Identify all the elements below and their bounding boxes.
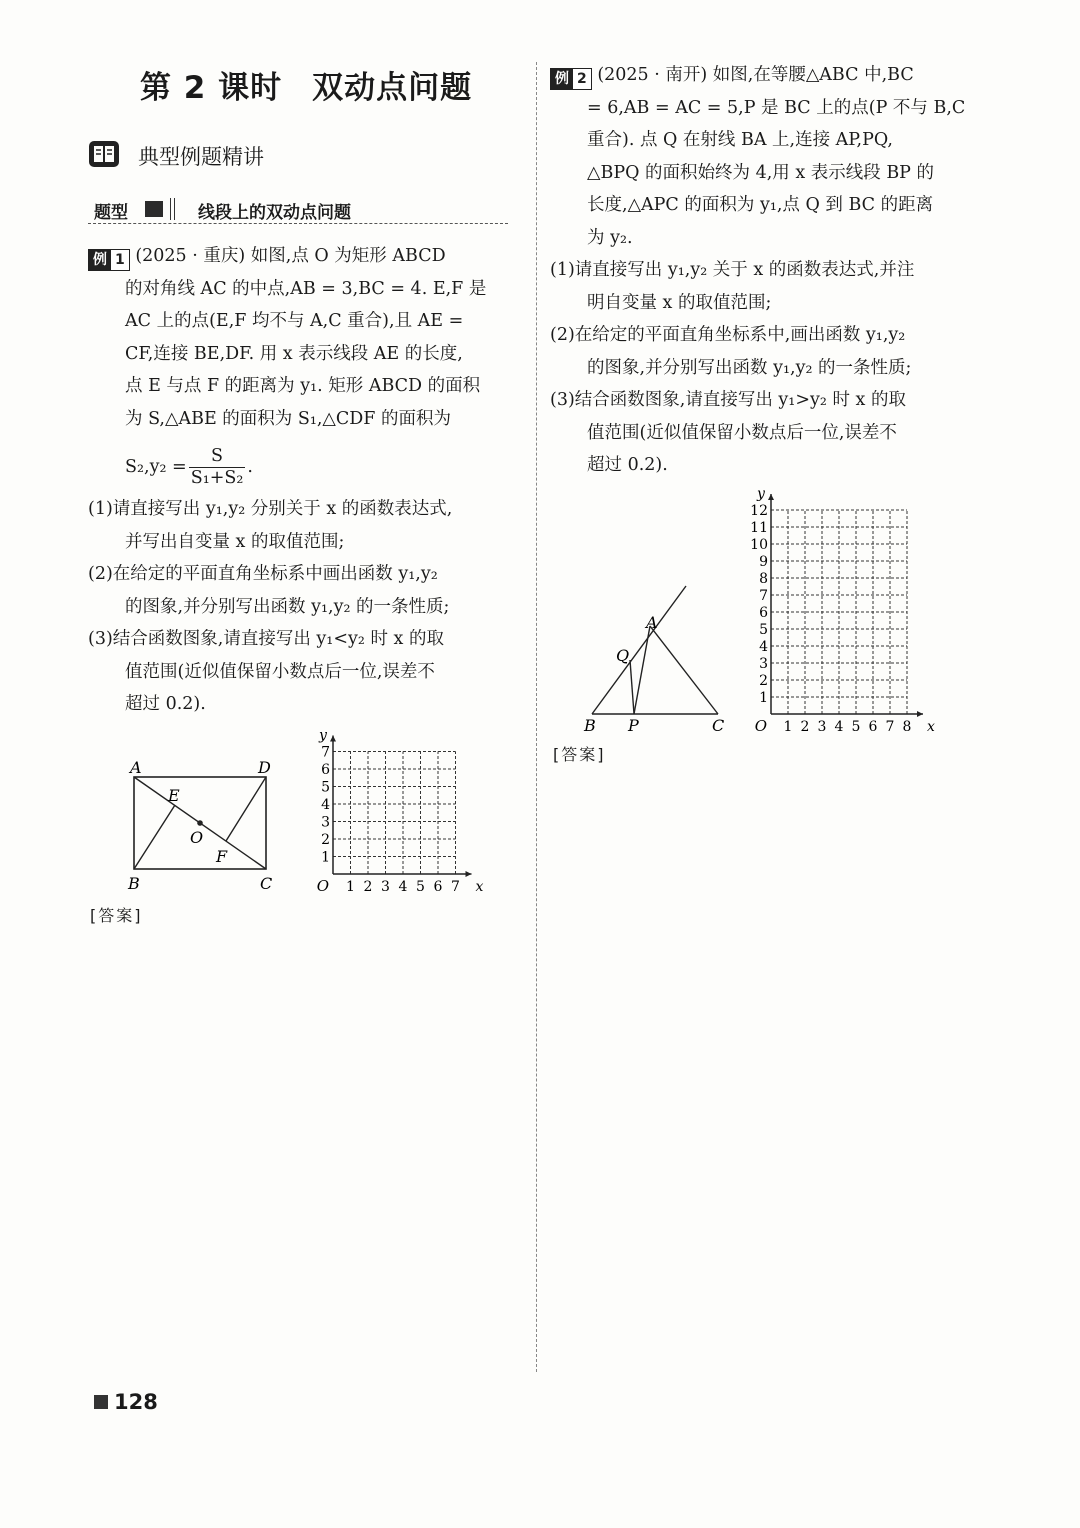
label-B: B (584, 716, 596, 735)
label-A: A (130, 758, 142, 777)
y-axis-label: y (319, 727, 327, 744)
y-tick-label: 1 (759, 690, 768, 706)
example-2-line: 为 y₂. (587, 227, 633, 248)
example-1-line: AC 上的点(E,F 均不与 A,C 重合),且 AE = (125, 311, 464, 331)
triangle-figure (578, 580, 738, 740)
example-1-line: CF,连接 BE,DF. 用 x 表示线段 AE 的长度, (125, 343, 463, 364)
column-divider (536, 62, 537, 1372)
coordinate-grid-1 (305, 722, 485, 897)
label-A: A (646, 613, 658, 632)
x-tick-label: 2 (800, 719, 810, 735)
y-tick-label: 4 (759, 639, 768, 655)
x-tick-label: 5 (416, 879, 425, 895)
x-tick-label: 4 (834, 719, 844, 735)
type-separator (170, 198, 175, 220)
rectangle-figure (120, 755, 290, 895)
y-tick-label: 11 (750, 520, 768, 536)
y-tick-label: 3 (759, 656, 768, 672)
y-axis-label: y (757, 486, 765, 502)
x-tick-label: 8 (902, 719, 912, 735)
example-2-q2: (2)在给定的平面直角坐标系中,画出函数 y₁,y₂ (550, 325, 906, 345)
x-tick-label: 1 (783, 719, 793, 735)
label-C: C (712, 716, 725, 735)
book-icon (88, 138, 120, 170)
label-P: P (628, 716, 639, 735)
example-2-line: 长度,△APC 的面积为 y₁,点 Q 到 BC 的距离 (587, 195, 934, 215)
y-tick-label: 6 (321, 762, 330, 778)
x-tick-label: 3 (381, 879, 390, 895)
y-tick-label: 2 (321, 832, 330, 848)
example-1-q3-cont: 超过 0.2). (125, 694, 206, 714)
example-1-q1: (1)请直接写出 y₁,y₂ 分别关于 x 的函数表达式, (88, 499, 453, 519)
label-C: C (260, 874, 273, 893)
example-1-q2-cont: 的图象,并分别写出函数 y₁,y₂ 的一条性质; (125, 596, 450, 617)
y-tick-label: 9 (759, 554, 768, 570)
example-2-line: 例 2 (2025 · 南开) 如图,在等腰△ABC 中,BC (550, 59, 965, 92)
x-axis-label: x (927, 719, 935, 735)
example-2-line: = 6,AB = AC = 5,P 是 BC 上的点(P 不与 B,C (587, 97, 966, 118)
example-2-badge: 例 2 (550, 68, 592, 90)
x-tick-label: 7 (885, 719, 895, 735)
example-1-badge: 例 1 (88, 249, 130, 271)
page-number: 128 (94, 1390, 158, 1414)
label-O: O (190, 828, 204, 847)
example-2-q2-cont: 的图象,并分别写出函数 y₁,y₂ 的一条性质; (587, 357, 912, 378)
label-D: D (258, 758, 271, 777)
label-E: E (168, 786, 180, 805)
type-label: 题型 (94, 203, 128, 223)
y-tick-label: 8 (759, 571, 768, 587)
example-2-answer: [答案] (553, 745, 606, 764)
y-tick-label: 10 (750, 537, 768, 553)
label-B: B (128, 874, 140, 893)
page-marker-icon (94, 1395, 108, 1409)
y-tick-label: 4 (321, 797, 330, 813)
example-1-formula: S₂,y₂ = $\frac{S}{\text{S₁+S₂}}$ . (125, 446, 253, 488)
example-1-q1-cont: 并写出自变量 x 的取值范围; (125, 531, 345, 552)
example-2 (550, 59, 965, 482)
example-1-q2: (2)在给定的平面直角坐标系中画出函数 y₁,y₂ (88, 564, 438, 584)
example-1-line: 的对角线 AC 的中点,AB = 3,BC = 4. E,F 是 (125, 278, 487, 299)
y-tick-label: 2 (759, 673, 768, 689)
x-tick-label: 1 (346, 879, 355, 895)
origin-label: O (754, 717, 767, 735)
origin-label: O (316, 877, 329, 895)
question-type-bar (88, 196, 508, 224)
y-tick-label: 3 (321, 814, 330, 831)
example-2-line: 重合). 点 Q 在射线 BA 上,连接 AP,PQ, (587, 130, 893, 150)
y-tick-label: 12 (750, 503, 768, 519)
example-2-q3-cont: 值范围(近似值保留小数点后一位,误差不 (587, 422, 897, 443)
example-1-line: 例 1 (2025 · 重庆) 如图,点 O 为矩形 ABCD (88, 240, 486, 273)
page-title (140, 62, 472, 107)
lesson-number: 第 2 课时 (140, 70, 283, 106)
type-title: 线段上的双动点问题 (198, 203, 351, 223)
example-1-line: 为 S,△ABE 的面积为 S₁,△CDF 的面积为 (125, 408, 451, 429)
x-tick-label: 7 (451, 879, 460, 895)
coordinate-grid-2 (745, 478, 945, 738)
example-1-line: 点 E 与点 F 的距离为 y₁. 矩形 ABCD 的面积 (125, 376, 481, 396)
x-tick-label: 6 (433, 879, 443, 895)
example-1-q3: (3)结合函数图象,请直接写出 y₁<y₂ 时 x 的取 (88, 629, 444, 649)
example-2-line: △BPQ 的面积始终为 4,用 x 表示线段 BP 的 (587, 162, 935, 183)
x-axis-arrow (917, 711, 923, 717)
type-badge-icon (145, 201, 163, 217)
x-tick-label: 5 (851, 719, 861, 735)
y-tick-label: 7 (321, 744, 330, 761)
example-2-q1-cont: 明自变量 x 的取值范围; (587, 292, 772, 313)
example-2-q3: (3)结合函数图象,请直接写出 y₁>y₂ 时 x 的取 (550, 390, 906, 410)
x-axis-label: x (475, 879, 484, 895)
label-F: F (216, 847, 228, 866)
example-1 (88, 240, 486, 721)
x-axis-arrow (466, 871, 472, 877)
x-tick-label: 6 (868, 719, 878, 735)
y-tick-label: 7 (759, 588, 768, 604)
y-tick-label: 1 (321, 849, 330, 866)
y-tick-label: 5 (321, 779, 330, 796)
type-underline (88, 223, 508, 224)
lesson-topic: 双动点问题 (312, 70, 473, 106)
example-1-q3-cont: 值范围(近似值保留小数点后一位,误差不 (125, 661, 435, 682)
y-axis-arrow (768, 494, 774, 500)
x-tick-label: 4 (398, 879, 408, 895)
y-tick-label: 5 (759, 622, 768, 638)
example-1-answer: [答案] (90, 906, 143, 925)
label-Q: Q (616, 646, 630, 665)
y-tick-label: 6 (759, 605, 768, 621)
example-2-q1: (1)请直接写出 y₁,y₂ 关于 x 的函数表达式,并注 (550, 260, 915, 280)
x-tick-label: 3 (817, 719, 827, 735)
section-heading: 典型例题精讲 (138, 145, 264, 169)
y-axis-arrow (330, 736, 336, 742)
example-2-q3-cont: 超过 0.2). (587, 455, 668, 475)
x-tick-label: 2 (363, 879, 373, 895)
